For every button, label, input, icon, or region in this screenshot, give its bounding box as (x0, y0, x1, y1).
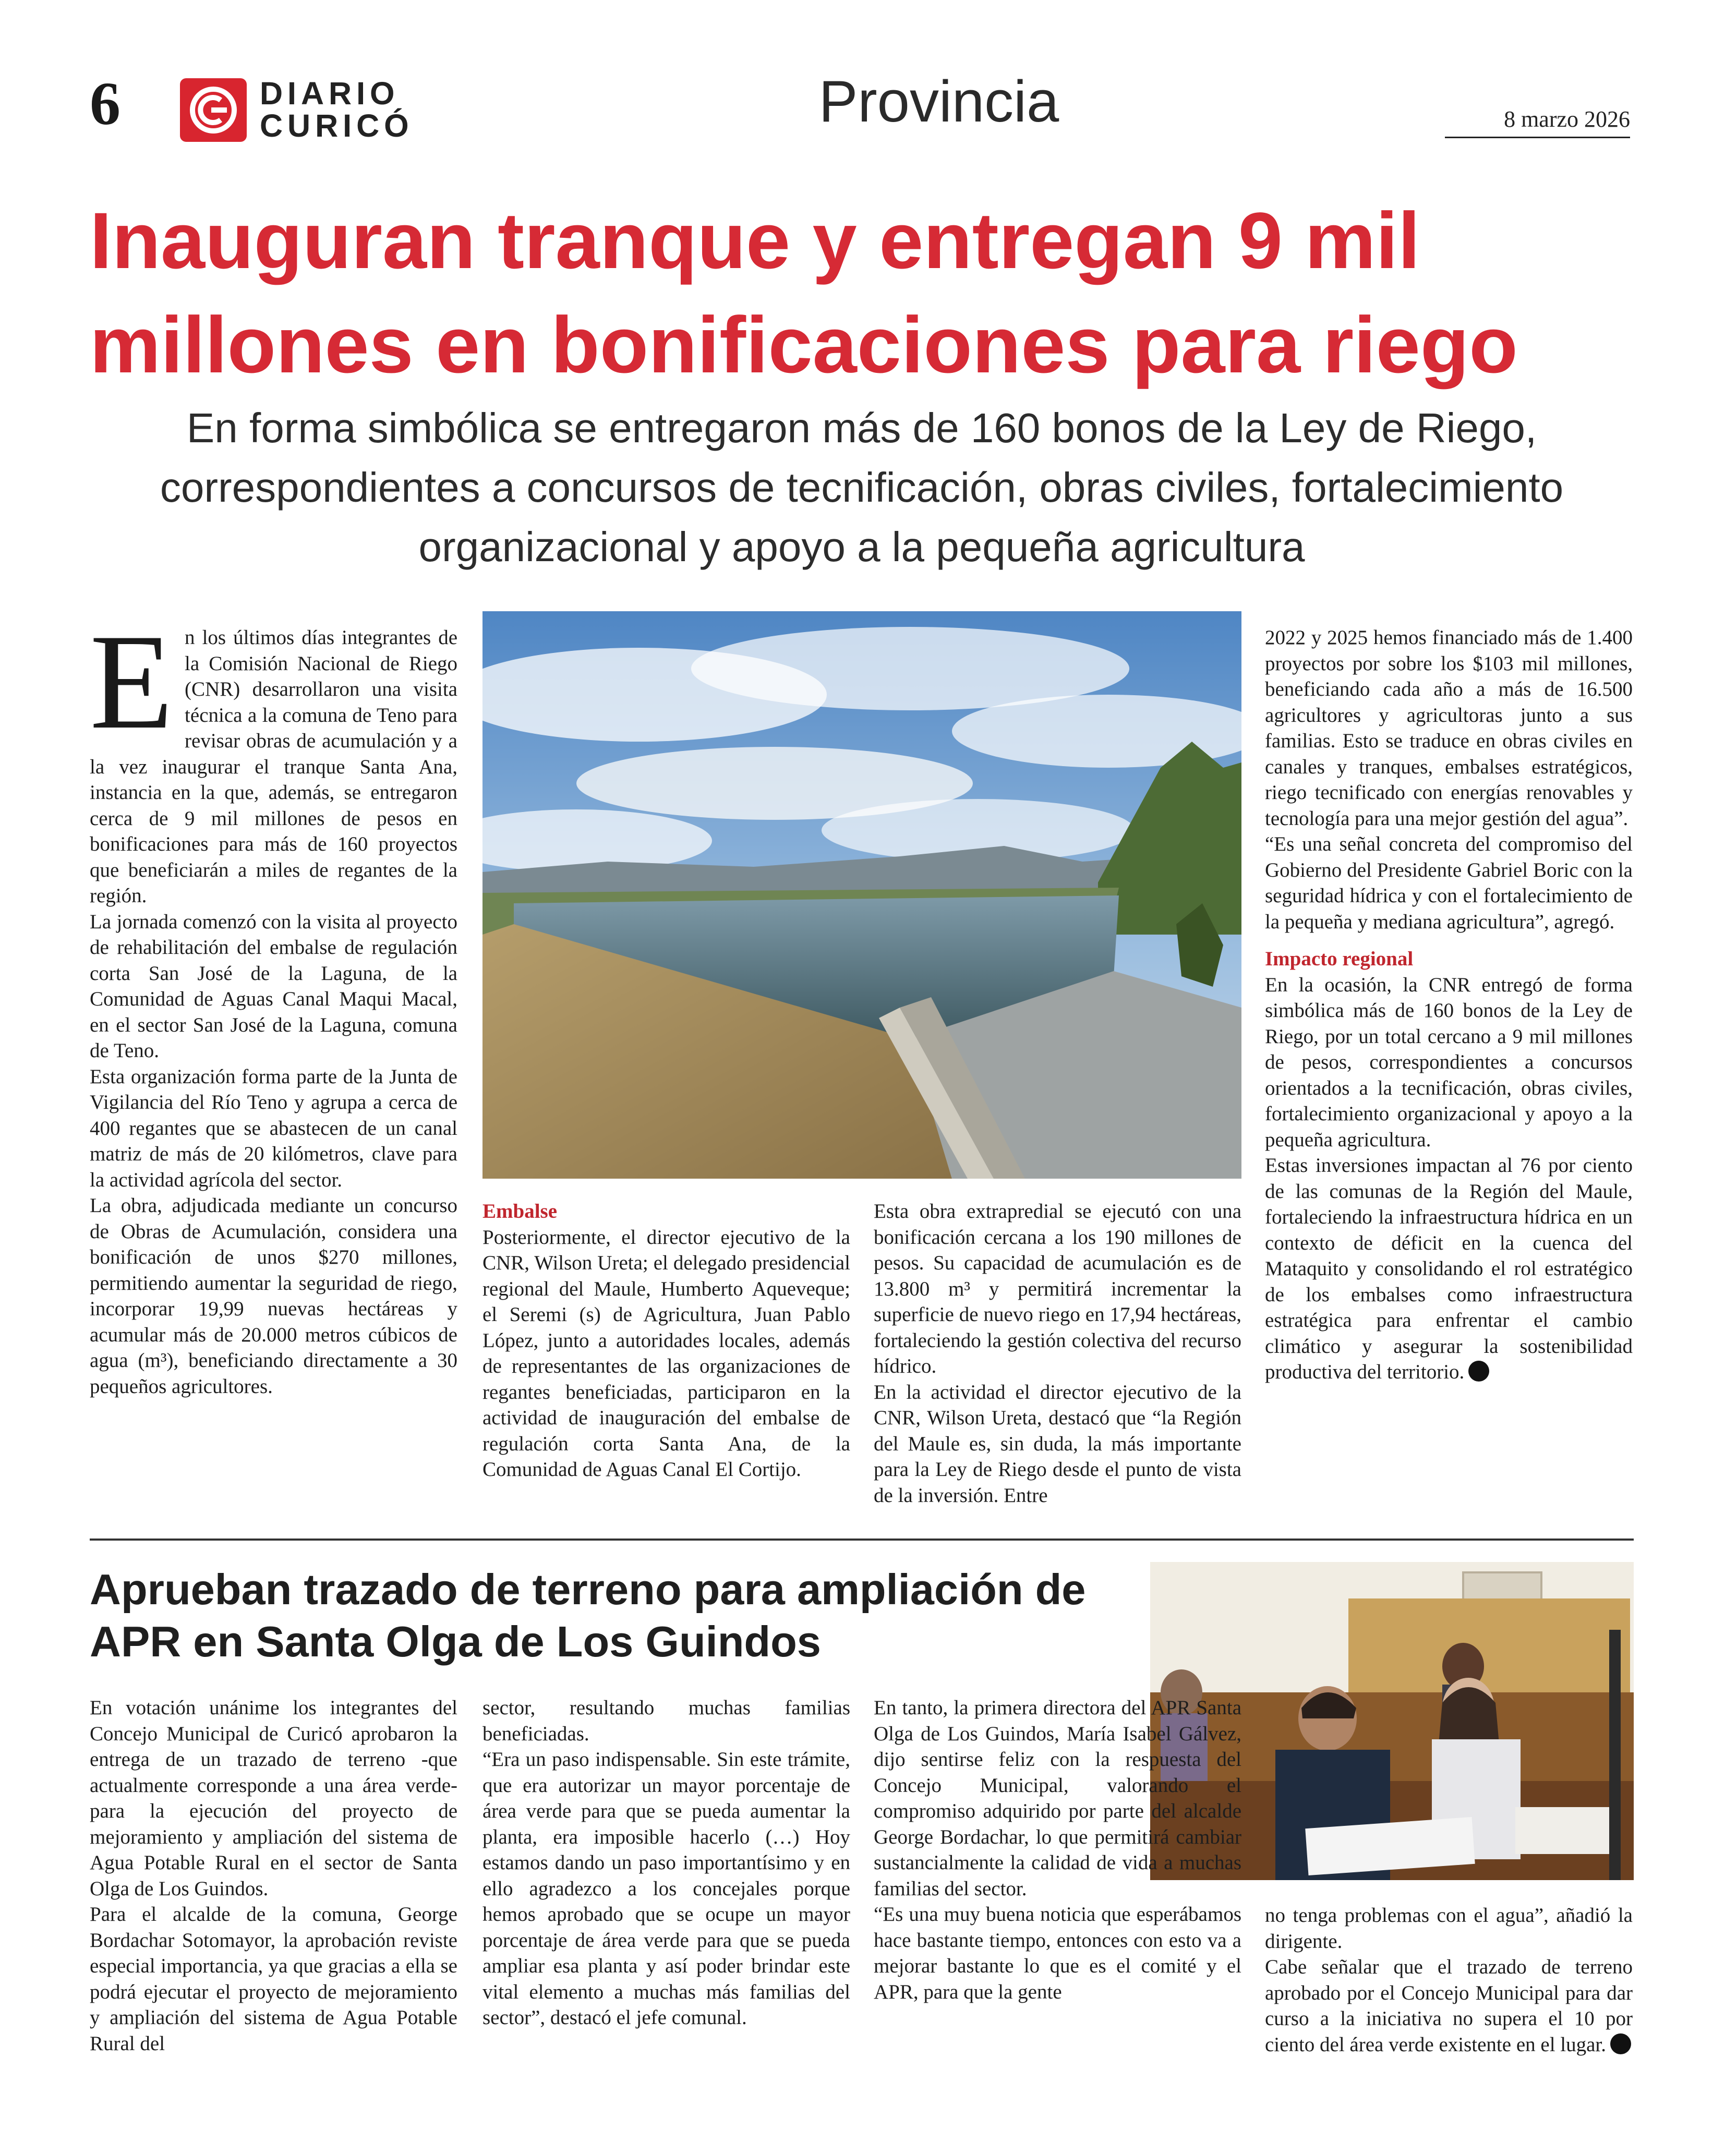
article1-col4-para-3: En la ocasión, la CNR entregó de forma simbólica más de 160 bonos de la Ley de Riego, por un total cercano a 9 mil millones de pesos, correspondientes a concursos orientados a la tecnificación, obras civiles, fortalecimiento organizacional y apoyo a la pequeña agricultura. (1265, 973, 1633, 1151)
article2-headline: Aprueban trazado de terreno para ampliación de APR en Santa Olga de Los Guindos (90, 1565, 1086, 1666)
section-title: Provincia (818, 69, 1059, 134)
crosshead-impacto-regional: Impacto regional (1265, 948, 1414, 970)
article1-col4-para-1: 2022 y 2025 hemos financiado más de 1.400 proyectos por sobre los $103 mil millones, beneficiando cada año a más de 16.500 agricultores y agricultoras junto a sus familias. Esto se traduce en obras civiles en canales y tranques, embalses estratégicos, riego tecnificado con energías renovables y tecnología para una mejor gestión del agua”. (1265, 626, 1633, 830)
logo-text-diario: DIARIO (260, 76, 400, 111)
logo-wordmark (260, 77, 414, 142)
article1-col1-para-1-text: n los últimos días integrantes de la Comisión Nacional de Riego (CNR) desarrollaron una visita técnica a la comuna de Teno para revisar obras de acumulación y a la vez inaugurar el tranque Santa Ana, instancia en la que, además, se entregaron cerca de 9 mil millones de pesos en bonificaciones para más de 160 proyectos que beneficiarán a miles de regantes de la región. (90, 626, 457, 907)
article2-col3-para-2: “Es una muy buena noticia que esperábamos hace bastante tiempo, entonces con esto va a mejorar bastante lo que es el comité y el APR, para que la gente (874, 1903, 1241, 2003)
article1-column-4 (1265, 625, 1633, 1385)
article1-column-2 (482, 1198, 850, 1483)
logo-text-curico: CURICÓ (260, 108, 414, 143)
article2-column-1 (90, 1695, 457, 2056)
article2-col4-para-2 (1265, 1954, 1633, 2057)
issue-date: 8 marzo 2026 (1445, 106, 1630, 138)
page-number: 6 (90, 69, 120, 138)
crosshead-embalse: Embalse (482, 1200, 558, 1222)
article1-col4-para-4-text: Estas inversiones impactan al 76 por ciento de las comunas de la Región del Maule, fortaleciendo la infraestructura hídrica en un contexto de déficit en la cuenca del Mataquito y consolidando el rol estratégico de los embalses como infraestructura estratégica para enfrentar el cambio climático y asegurar la sostenibilidad productiva del territorio. (1265, 1154, 1633, 1383)
article2-col2-para-2: “Era un paso indispensable. Sin este trámite, que era autorizar un mayor porcentaje de área verde para que se pueda aumentar la planta, era imposible hacerlo (…) Hoy estamos dando un paso importantísimo y en ello agradezco a los concejales porque hemos aprobado que se ocupe un mayor porcentaje de área verde para que se pueda ampliar esa planta y así poder brindar este vital elemento a muchas más familias del sector”, destacó el jefe comunal. (482, 1748, 850, 2029)
article1-headline: Inauguran tranque y entregan 9 mil millones en bonificaciones para riego (90, 196, 1518, 390)
article2-col4-para-2-text: Cabe señalar que el trazado de terreno aprobado por el Concejo Municipal para dar curso a la iniciativa no supera el 10 por ciento del área verde existente en el lugar. (1265, 1956, 1633, 2056)
article1-col1-para-2: La jornada comenzó con la visita al proyecto de rehabilitación del embalse de regulación corta San José de la Laguna, de la Comunidad de Aguas Canal Maqui Macal, en el sector San José de la Laguna, comuna de Teno. (90, 910, 457, 1062)
reservoir-photo (482, 611, 1241, 1179)
article2-col2-para-1: sector, resultando muchas familias beneficiadas. (482, 1697, 850, 1745)
article2-col4-para-1: no tenga problemas con el agua”, añadió la dirigente. (1265, 1904, 1633, 1953)
drop-cap: E (90, 606, 174, 757)
diario-curico-logo (180, 78, 247, 142)
article1-col2-para-1: Posteriormente, el director ejecutivo de la CNR, Wilson Ureta; el delegado presidencial regional del Maule, Humberto Aqueveque; el Seremi (s) de Agricultura, Juan Pablo López, junto a autoridades locales, además de representantes de las organizaciones de regantes beneficiadas, participaron en la actividad de inauguración del embalse de regulación corta Santa Ana, de la Comunidad de Aguas Canal El Cortijo. (482, 1226, 850, 1481)
article1-col1-para-4: La obra, adjudicada mediante un concurso de Obras de Acumulación, considera una bonificación de unos $270 millones, permitiendo aumentar la seguridad de riego, incorporar 19,99 nuevas hectáreas y acumular más de 20.000 metros cúbicos de agua (m³), beneficiando directamente a 30 pequeños agricultores. (90, 1194, 457, 1398)
article1-col4-para-4 (1265, 1153, 1633, 1385)
article2-column-4 (1265, 1903, 1633, 2057)
article2-column-3 (874, 1695, 1241, 2005)
reservoir-image (482, 611, 1241, 1179)
logo-mark-icon (180, 78, 247, 142)
end-of-article-icon (1610, 2033, 1631, 2054)
end-of-article-icon (1468, 1361, 1489, 1382)
article1-col3-para-1: Esta obra extrapredial se ejecutó con una bonificación cercana a los 190 millones de pesos. Su capacidad de acumulación es de 13.800 m³ y permitirá incrementar la superficie de nuevo riego en 17,94 hectáreas, fortaleciendo la gestión colectiva del recurso hídrico. (874, 1200, 1241, 1377)
article2-col1-para-1: En votación unánime los integrantes del Concejo Municipal de Curicó aprobaron la entrega de un trazado de terreno -que actualmente corresponde a una área verde- para la ejecución del proyecto de mejoramiento y ampliación del sistema de Agua Potable Rural en el sector de Santa Olga de Los Guindos. (90, 1697, 457, 1900)
article2-col3-para-1: En tanto, la primera directora del APR Santa Olga de Los Guindos, María Isabel Gálvez, dijo sentirse feliz con la respuesta del Concejo Municipal, valorando el compromiso adquirido por parte del alcalde George Bordachar, lo que permitirá cambiar sustancialmente la calidad de vida a muchas familias del sector. (874, 1697, 1241, 1900)
article2-column-2 (482, 1695, 850, 2031)
article1-col3-para-2: En la actividad el director ejecutivo de la CNR, Wilson Ureta, destacó que “la Región del Maule es, sin duda, la más importante para la Ley de Riego desde el punto de vista de la inversión. Entre (874, 1380, 1241, 1507)
article1-column-1 (90, 606, 457, 1399)
article1-column-3 (874, 1198, 1241, 1508)
article-divider (90, 1539, 1634, 1541)
article1-subhead: En forma simbólica se entregaron más de 160 bonos de la Ley de Riego, correspondientes a concursos de tecnificación, obras civiles, fortalecimiento organizacional y apoyo a la pequeña agricultura (160, 405, 1564, 570)
article1-col4-para-2: “Es una señal concreta del compromiso del Gobierno del Presidente Gabriel Boric con la seguridad hídrica y con el fortalecimiento de la pequeña y mediana agricultura”, agregó. (1265, 833, 1633, 933)
article1-col1-para-1 (90, 606, 457, 909)
article2-col1-para-2: Para el alcalde de la comuna, George Bordachar Sotomayor, la aprobación reviste especial importancia, ya que gracias a ella se podrá ejecutar el proyecto de mejoramiento y ampliación del sistema de Agua Potable Rural del (90, 1903, 457, 2055)
article1-col1-para-3: Esta organización forma parte de la Junta de Vigilancia del Río Teno y agrupa a cerca de 400 regantes que se abastecen de un canal matriz de más de 20 kilómetros, clave para la actividad agrícola del sector. (90, 1065, 457, 1191)
